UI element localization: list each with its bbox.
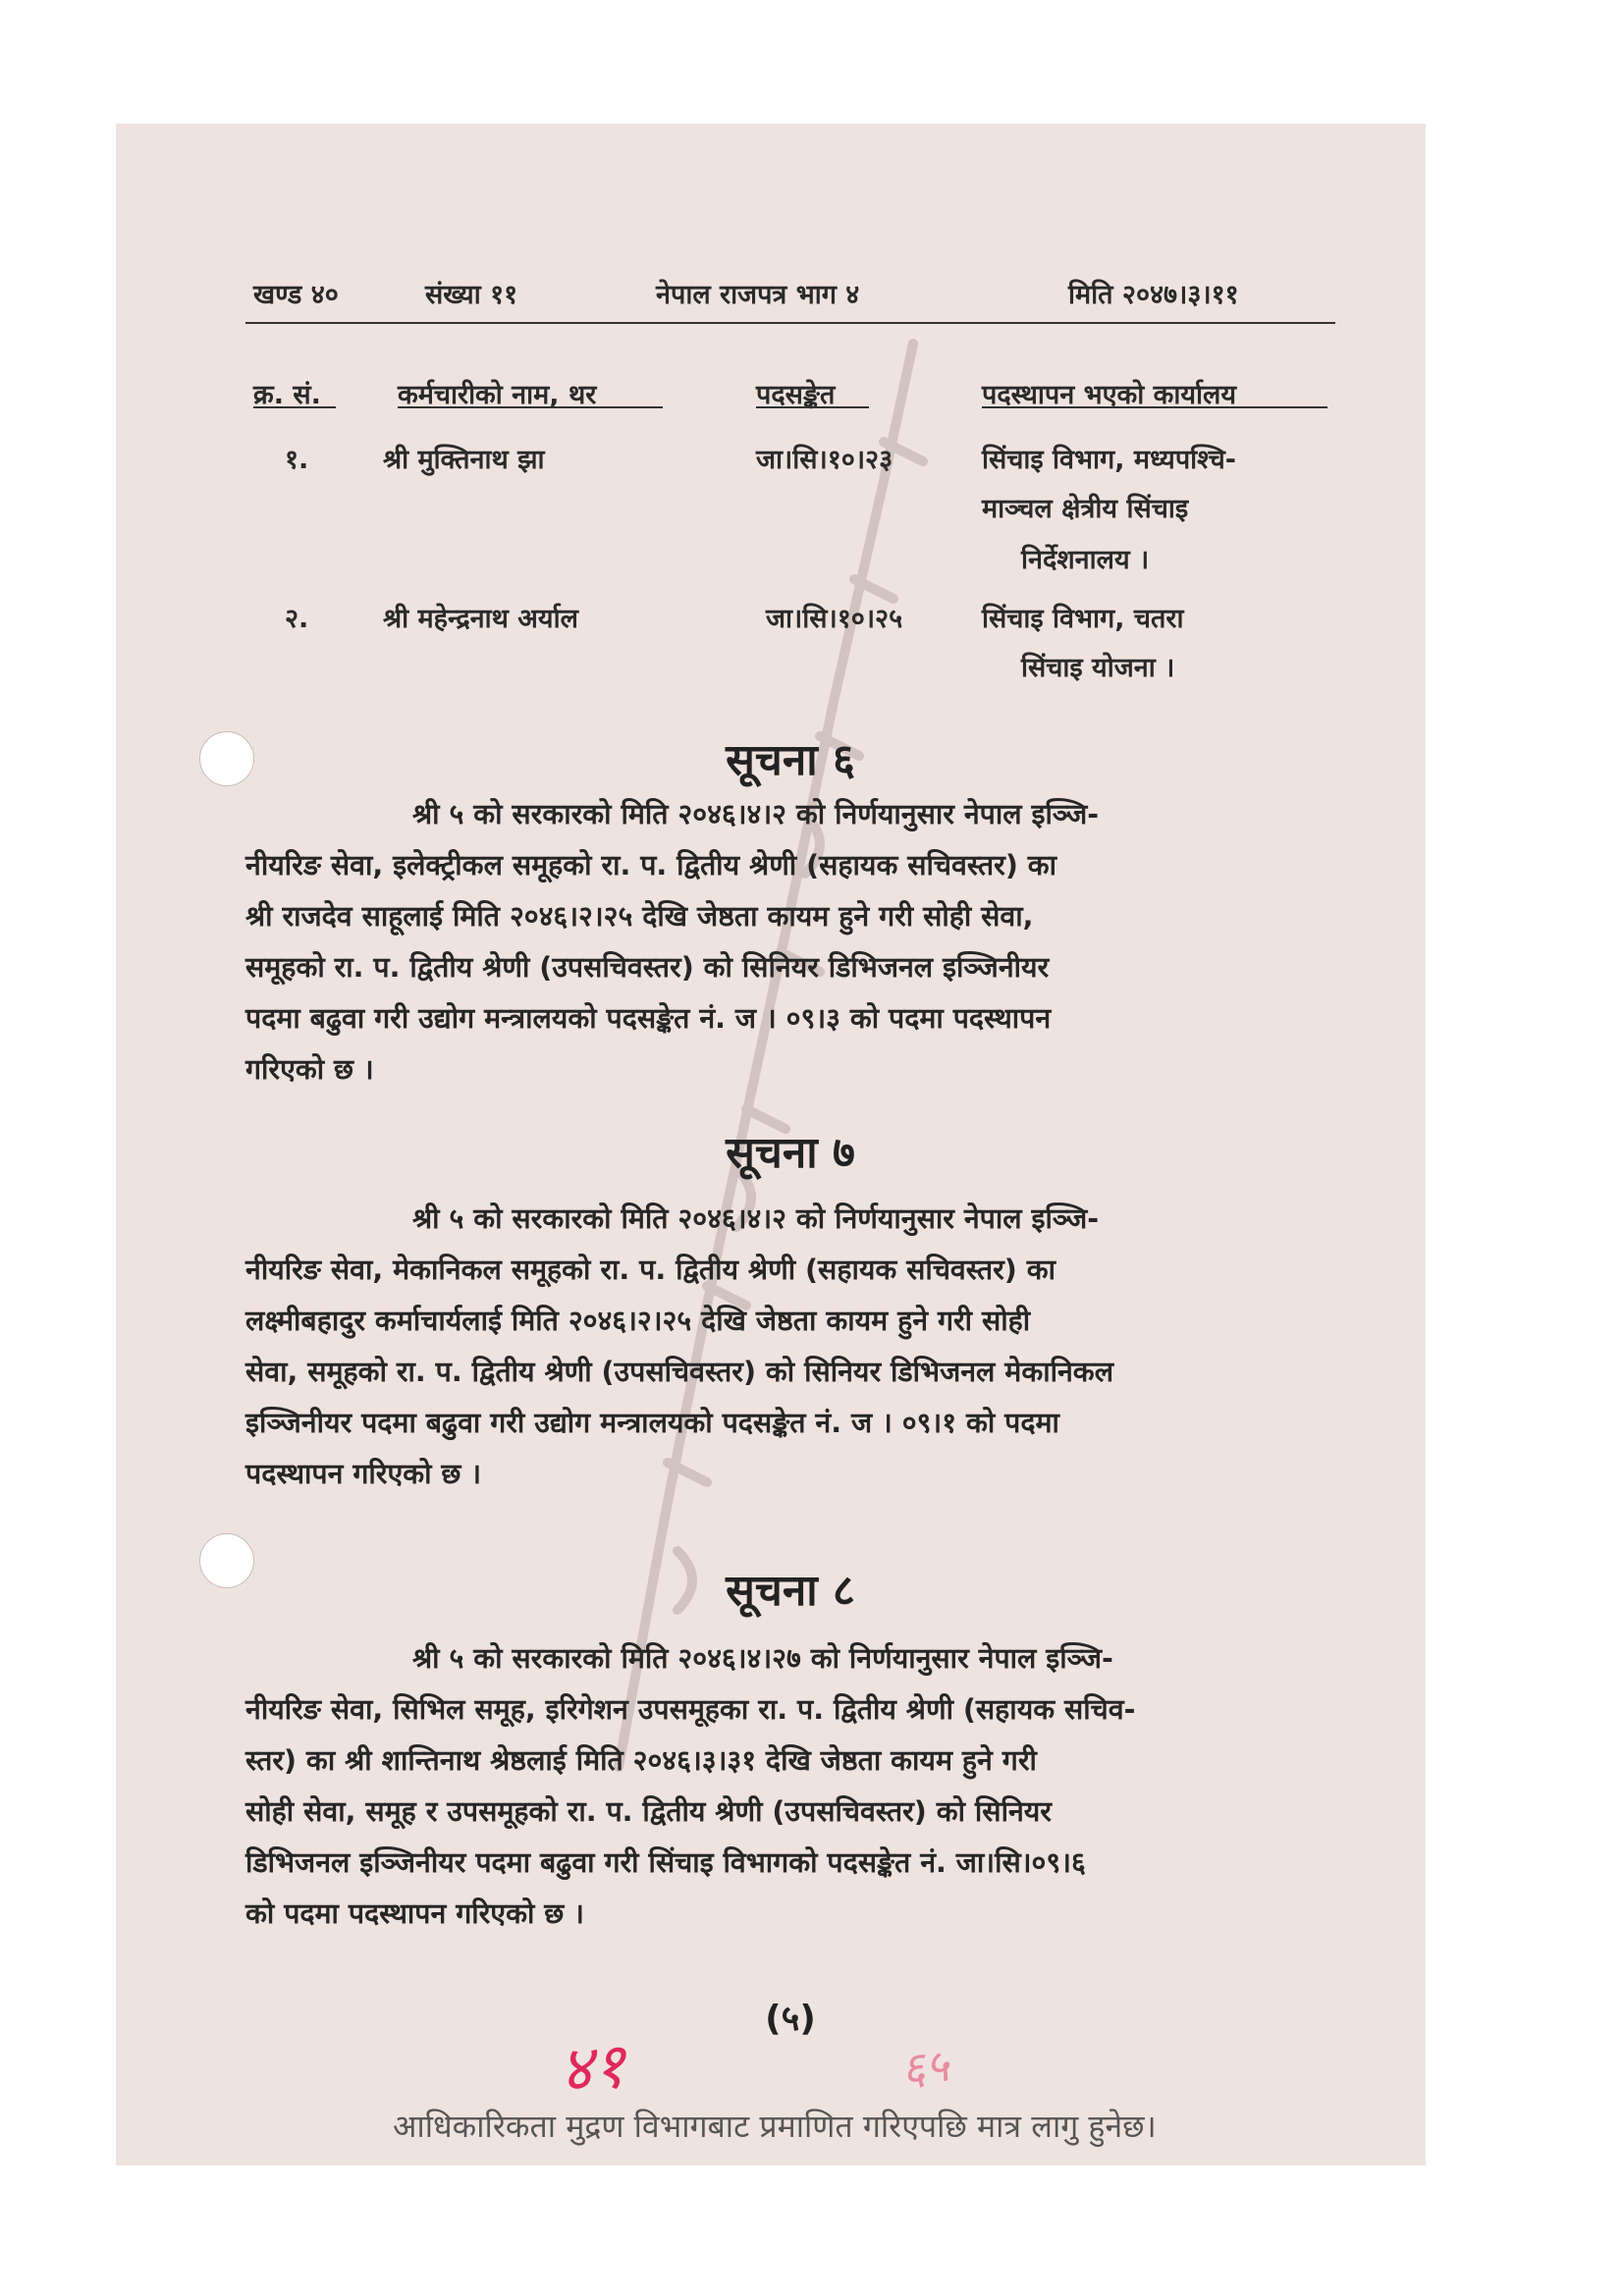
notice-body xyxy=(245,1639,1335,1953)
handwritten-number: ४१ xyxy=(557,2029,628,2108)
notice-title: सूचना ६ xyxy=(726,735,855,785)
row-office-line: सिंचाइ विभाग, मध्यपश्चि- xyxy=(982,445,1236,475)
gazette-title: नेपाल राजपत्र भाग ४ xyxy=(656,280,860,310)
row-sn: २. xyxy=(285,604,309,634)
col-header-sn: क्र. सं. xyxy=(253,380,321,410)
notice-line: सोही सेवा, समूह र उपसमूहको रा. प. द्वितीय श्रेणी (उपसचिवस्तर) को सिनियर xyxy=(245,1795,1052,1828)
col-underline xyxy=(756,406,869,408)
notice-line: पदस्थापन गरिएको छ । xyxy=(245,1458,482,1490)
col-underline xyxy=(253,406,336,408)
handwritten-number: ६५ xyxy=(898,2038,951,2097)
row-sn: १. xyxy=(285,445,309,475)
gazette-header xyxy=(253,275,1333,314)
notice-line: समूहको रा. प. द्वितीय श्रेणी (उपसचिवस्तर) को सिनियर डिभिजनल इञ्जिनीयर xyxy=(245,951,1050,984)
notice-body xyxy=(245,795,1335,1109)
notice-title: सूचना ७ xyxy=(726,1128,855,1178)
row-code: जा।सि।१०।२५ xyxy=(766,604,903,634)
row-office-line: सिंचाइ विभाग, चतरा xyxy=(982,604,1184,634)
notice-line: श्री राजदेव साहूलाई मिति २०४६।२।२५ देखि जेष्ठता कायम हुने गरी सोही सेवा, xyxy=(245,900,1034,933)
col-underline xyxy=(982,406,1327,408)
notice-line: श्री ५ को सरकारको मिति २०४६।४।२ को निर्णयानुसार नेपाल इञ्जि- xyxy=(412,1202,1100,1235)
volume: खण्ड ४० xyxy=(253,280,339,310)
row-code: जा।सि।१०।२३ xyxy=(756,445,893,475)
col-header-name: कर्मचारीको नाम, थर xyxy=(398,380,597,410)
col-header-office: पदस्थापन भएको कार्यालय xyxy=(982,380,1236,410)
notice-line: श्री ५ को सरकारको मिति २०४६।४।२७ को निर्णयानुसार नेपाल इञ्जि- xyxy=(412,1642,1113,1675)
issue-date: मिति २०४७।३।११ xyxy=(1068,280,1239,310)
notice-line: नीयरिङ सेवा, सिभिल समूह, इरिगेशन उपसमूहका रा. प. द्वितीय श्रेणी (सहायक सचिव- xyxy=(245,1693,1136,1726)
notice-line: डिभिजनल इञ्जिनीयर पदमा बढुवा गरी सिंचाइ विभागको पदसङ्केत नं. जा।सि।०९।६ xyxy=(245,1846,1086,1879)
row-office-line: माञ्चल क्षेत्रीय सिंचाइ xyxy=(982,494,1189,524)
col-header-code: पदसङ्केत xyxy=(756,380,836,410)
notice-line: नीयरिङ सेवा, इलेक्ट्रीकल समूहको रा. प. द्वितीय श्रेणी (सहायक सचिवस्तर) का xyxy=(245,849,1057,881)
notice-title: सूचना ८ xyxy=(726,1566,855,1616)
row-name: श्री मुक्तिनाथ झा xyxy=(383,445,545,475)
row-office-line: सिंचाइ योजना । xyxy=(1021,653,1175,683)
notice-line: गरिएको छ । xyxy=(245,1053,374,1086)
notice-line: को पदमा पदस्थापन गरिएको छ । xyxy=(245,1897,584,1930)
notice-body xyxy=(245,1200,1335,1514)
notice-line: स्तर) का श्री शान्तिनाथ श्रेष्ठलाई मिति २०४६।३।३१ देखि जेष्ठता कायम हुने गरी xyxy=(245,1744,1037,1777)
notice-line: नीयरिङ सेवा, मेकानिकल समूहको रा. प. द्वितीय श्रेणी (सहायक सचिवस्तर) का xyxy=(245,1254,1056,1286)
row-name: श्री महेन्द्रनाथ अर्याल xyxy=(383,604,578,634)
notice-line: श्री ५ को सरकारको मिति २०४६।४।२ को निर्णयानुसार नेपाल इञ्जि- xyxy=(412,798,1100,830)
row-office-line: निर्देशनालय । xyxy=(1021,545,1150,575)
notice-line: पदमा बढुवा गरी उद्योग मन्त्रालयको पदसङ्केत नं. ज । ०९।३ को पदमा पदस्थापन xyxy=(245,1002,1052,1035)
header-rule xyxy=(245,322,1335,324)
issue-number: संख्या ११ xyxy=(425,280,518,310)
notice-line: सेवा, समूहको रा. प. द्वितीय श्रेणी (उपसचिवस्तर) को सिनियर डिभिजनल मेकानिकल xyxy=(245,1356,1114,1388)
notice-line: इञ्जिनीयर पदमा बढुवा गरी उद्योग मन्त्रालयको पदसङ्केत नं. ज । ०९।१ को पदमा xyxy=(245,1407,1059,1439)
notice-line: लक्ष्मीबहादुर कर्माचार्यलाई मिति २०४६।२।२५ देखि जेष्ठता कायम हुने गरी सोही xyxy=(245,1305,1031,1337)
page-number: (५) xyxy=(765,1999,816,2039)
authenticity-footer: आधिकारिकता मुद्रण विभागबाट प्रमाणित गरिएपछि मात्र लागु हुनेछ। xyxy=(393,2108,1157,2145)
col-underline xyxy=(398,406,663,408)
